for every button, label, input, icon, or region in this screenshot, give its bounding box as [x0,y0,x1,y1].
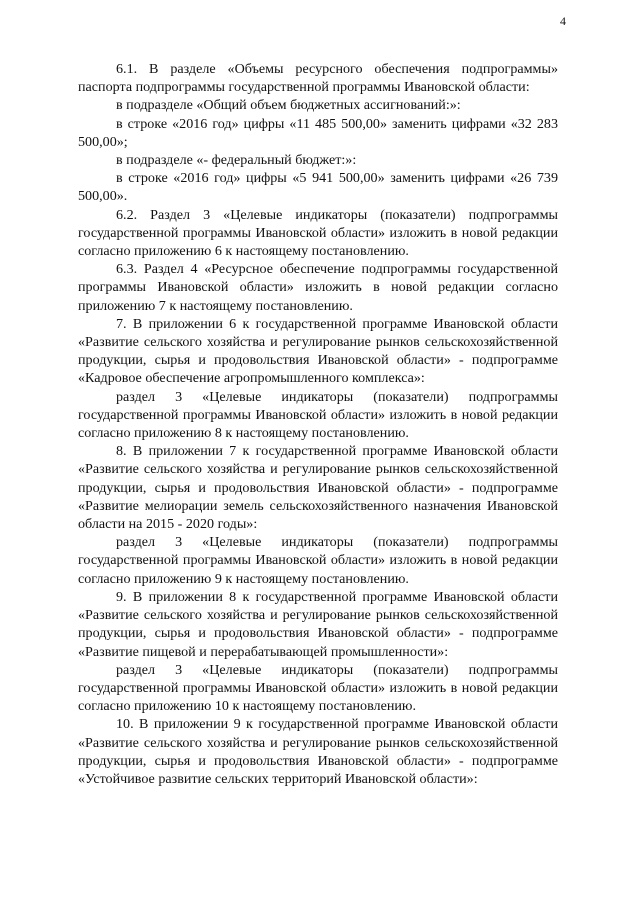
paragraph-6-2: 6.2. Раздел 3 «Целевые индикаторы (показатели) подпрограммы государственной программы Ивановской области» изложить в новой редакции согласно приложению 6 к настоящему постановлению. [78,206,558,260]
page-number: 4 [560,14,566,28]
paragraph-7-section-3: раздел 3 «Целевые индикаторы (показатели) подпрограммы государственной программы Ивановской области» изложить в новой редакции согласно приложению 8 к настоящему постановлению. [78,388,558,442]
document-body [78,60,558,788]
paragraph-6-1-federal-2016: в строке «2016 год» цифры «5 941 500,00» заменить цифрами «26 739 500,00». [78,170,558,205]
paragraph-6-1-subsection-federal: в подразделе «- федеральный бюджет:»: [116,152,357,169]
paragraph-6-1-total-2016: в строке «2016 год» цифры «11 485 500,00» заменить цифрами «32 283 500,00»; [78,115,558,150]
paragraph-7: 7. В приложении 6 к государственной программе Ивановской области «Развитие сельского хозяйства и регулирование рынков сельскохозяйственной продукции, сырья и продовольствия Ивановской области» - подпрограмме «Кадровое обеспечение агропромышленного комплекса»: [78,315,558,387]
paragraph-10: 10. В приложении 9 к государственной программе Ивановской области «Развитие сельского хозяйства и регулирование рынков сельскохозяйственной продукции, сырья и продовольствия Ивановской области» - подпрограмме «Устойчивое развитие сельских территорий Ивановской области»: [78,716,558,787]
paragraph-9: 9. В приложении 8 к государственной программе Ивановской области «Развитие сельского хозяйства и регулирование рынков сельскохозяйственной продукции, сырья и продовольствия Ивановской области» - подпрограмме «Развитие пищевой и перерабатывающей промышленности»: [78,588,558,660]
paragraph-6-1-subsection-total: в подразделе «Общий объем бюджетных ассигнований:»: [116,97,461,114]
paragraph-9-section-3: раздел 3 «Целевые индикаторы (показатели) подпрограммы государственной программы Ивановской области» изложить в новой редакции согласно приложению 10 к настоящему постановлению. [78,661,558,715]
paragraph-8: 8. В приложении 7 к государственной программе Ивановской области «Развитие сельского хозяйства и регулирование рынков сельскохозяйственной продукции, сырья и продовольствия Ивановской области» - подпрограмме «Развитие мелиорации земель сельскохозяйственного назначения Ивановской области на 2015 - 2020 годы»: [78,443,558,533]
paragraph-6-1: 6.1. В разделе «Объемы ресурсного обеспечения подпрограммы» паспорта подпрограммы государственной программы Ивановской области: [78,61,558,96]
paragraph-8-section-3: раздел 3 «Целевые индикаторы (показатели) подпрограммы государственной программы Ивановской области» изложить в новой редакции согласно приложению 9 к настоящему постановлению. [78,534,558,587]
paragraph-6-3: 6.3. Раздел 4 «Ресурсное обеспечение подпрограммы государственной программы Ивановской области» изложить в новой редакции согласно приложению 7 к настоящему постановлению. [78,261,558,314]
